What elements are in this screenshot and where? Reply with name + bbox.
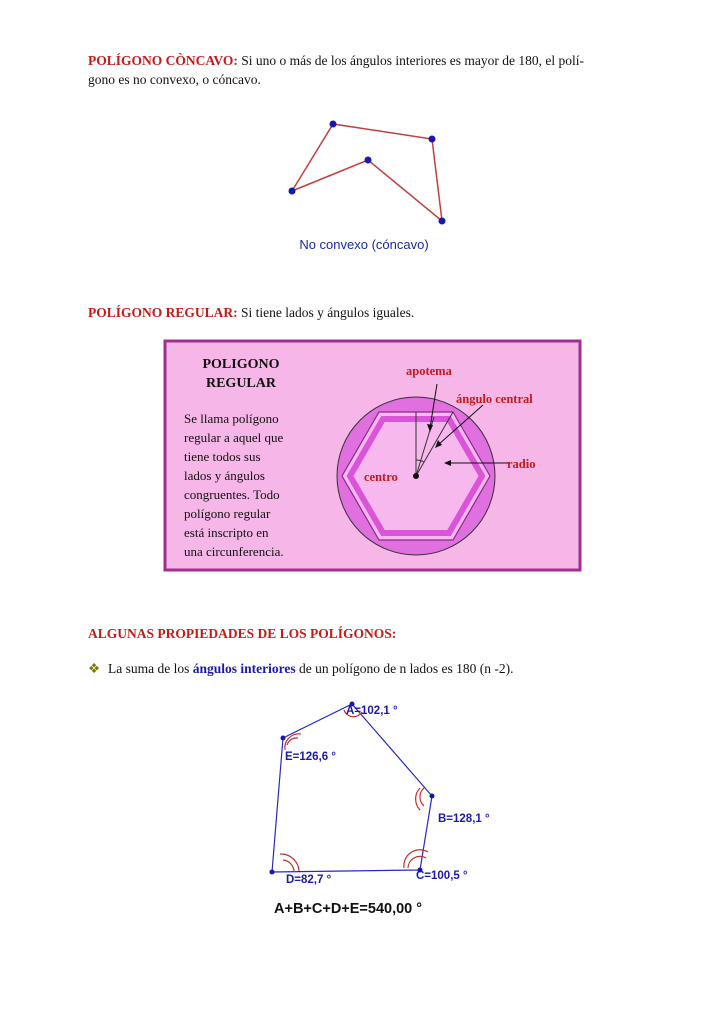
- label-centro: centro: [364, 470, 398, 484]
- bullet-text-before: La suma de los: [108, 661, 190, 676]
- properties-bullet: [88, 659, 513, 678]
- center-dot: [413, 473, 419, 479]
- label-angulo-central: ángulo central: [456, 392, 533, 406]
- concave-polygon-figure: [289, 121, 446, 253]
- concave-vertex: [330, 121, 337, 128]
- label-radio: radio: [507, 457, 536, 471]
- concave-vertex: [365, 157, 372, 164]
- angle-label-D: D=82,7 °: [286, 874, 332, 886]
- regular-polygon-figure: [165, 341, 580, 570]
- definition-line: lados y ángulos: [184, 468, 265, 483]
- concave-caption: No convexo (cóncavo): [299, 237, 429, 252]
- label-apotema: apotema: [406, 364, 452, 378]
- diamond-bullet-icon: ❖: [88, 661, 101, 676]
- bullet-text-after: de un polígono de n lados es 180 (n -2).: [299, 661, 514, 676]
- concave-text-line1: Si uno o más de los ángulos interiores es mayor de 180, el polí-: [241, 53, 584, 68]
- pentagon-edges: [272, 704, 432, 872]
- angle-sum-label: A+B+C+D+E=540,00 °: [274, 901, 423, 917]
- angle-label-C: C=100,5 °: [416, 870, 468, 882]
- regular-heading: POLÍGONO REGULAR:: [88, 305, 238, 320]
- concave-heading: POLÍGONO CÒNCAVO:: [88, 53, 238, 68]
- angle-label-E: E=126,6 °: [285, 751, 336, 763]
- concave-vertex: [439, 218, 446, 225]
- bullet-emphasis: ángulos interiores: [192, 661, 296, 676]
- angle-arcs: [280, 710, 428, 872]
- definition-line: Se llama polígono: [184, 411, 279, 426]
- properties-heading: ALGUNAS PROPIEDADES DE LOS POLÍGONOS:: [88, 626, 397, 641]
- pentagon-figure: [270, 702, 490, 918]
- definition-line: está inscripto en: [184, 525, 269, 540]
- box-title-line1: POLIGONO: [202, 357, 280, 372]
- pentagon-vertices: [270, 702, 435, 875]
- regular-paragraph: [88, 303, 642, 322]
- definition-line: congruentes. Todo: [184, 487, 280, 502]
- concave-vertex: [289, 188, 296, 195]
- concave-text-line2: gono es no convexo, o cóncavo.: [88, 72, 261, 87]
- concave-polygon-edges: [292, 124, 442, 221]
- angle-label-B: B=128,1 °: [438, 813, 490, 825]
- properties-heading-block: [88, 624, 642, 643]
- angle-label-A: A=102,1 °: [346, 705, 398, 717]
- box-title-line2: REGULAR: [205, 376, 277, 391]
- definition-line: regular a aquel que: [184, 430, 284, 445]
- definition-line: una circunferencia.: [184, 544, 284, 559]
- regular-text: Si tiene lados y ángulos iguales.: [241, 305, 415, 320]
- definition-line: polígono regular: [184, 506, 271, 521]
- definition-line: tiene todos sus: [184, 449, 261, 464]
- concave-vertex: [429, 136, 436, 143]
